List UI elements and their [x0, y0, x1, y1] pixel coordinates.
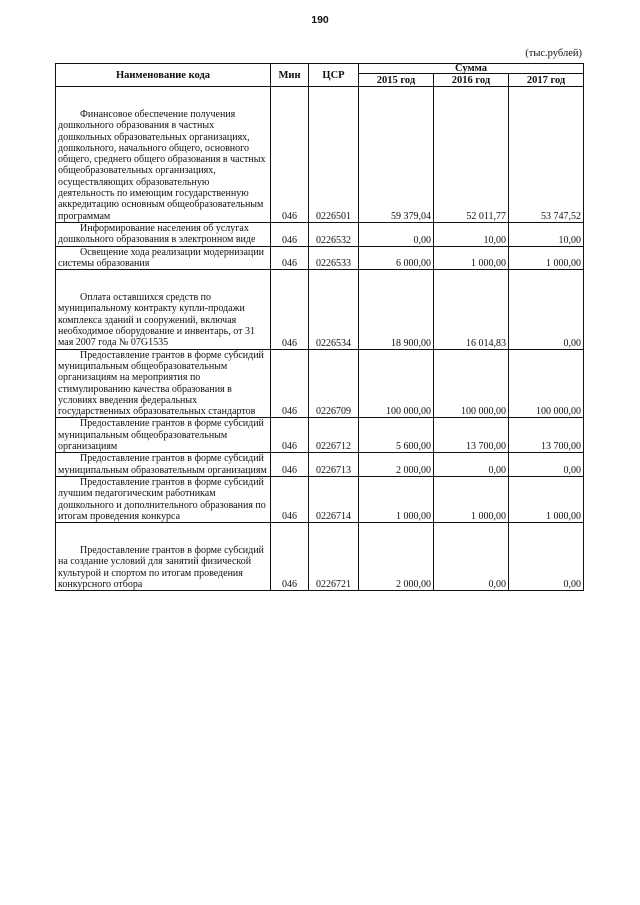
table-row: [56, 87, 584, 223]
row-2016: 1 000,00: [434, 476, 509, 522]
row-2017: 0,00: [509, 270, 584, 349]
row-name: Предоставление грантов в форме субсидий лучшим педагогическим работникам дошкольного и дополнительного образования по итогам проведения конкурса: [58, 476, 266, 522]
row-name: Информирование населения об услугах дошкольного образования в электронном виде: [58, 222, 256, 246]
row-min: 046: [271, 418, 309, 453]
row-csr: 0226714: [309, 476, 359, 522]
row-name: Предоставление грантов в форме субсидий муниципальным общеобразовательным организациям: [58, 418, 264, 453]
row-csr: 0226534: [309, 270, 359, 349]
row-min: 046: [271, 453, 309, 477]
header-sum: Сумма: [359, 64, 584, 74]
row-2015: 1 000,00: [359, 476, 434, 522]
table-row: [56, 222, 584, 246]
row-csr: 0226713: [309, 453, 359, 477]
row-2015: 18 900,00: [359, 270, 434, 349]
row-csr: 0226721: [309, 523, 359, 591]
row-csr: 0226533: [309, 246, 359, 270]
row-2016: 100 000,00: [434, 349, 509, 418]
row-2017: 0,00: [509, 453, 584, 477]
row-min: 046: [271, 87, 309, 223]
row-name: Финансовое обеспечение получения дошкольного образования в частных дошкольных образовательных организациях, дошкольного, начального общего, основного общего, среднего общего образования в частных общеобразовательных организациях, осуществляющих образовательную деятельность по имеющим государственную аккредитацию основным общеобразовательным программам: [58, 109, 266, 222]
table-row: [56, 349, 584, 418]
header-min: Мин: [271, 64, 309, 87]
row-2017: 53 747,52: [509, 87, 584, 223]
table-row: [56, 476, 584, 522]
header-csr: ЦСР: [309, 64, 359, 87]
row-2016: 1 000,00: [434, 246, 509, 270]
row-min: 046: [271, 523, 309, 591]
row-min: 046: [271, 349, 309, 418]
row-name: Освещение хода реализации модернизации системы образования: [58, 246, 264, 269]
row-2015: 6 000,00: [359, 246, 434, 270]
row-2017: 1 000,00: [509, 246, 584, 270]
row-name: Предоставление грантов в форме субсидий муниципальным образовательным организациям: [58, 453, 267, 476]
row-csr: 0226501: [309, 87, 359, 223]
row-2016: 0,00: [434, 523, 509, 591]
row-2016: 0,00: [434, 453, 509, 477]
row-name: Оплата оставшихся средств по муниципальному контракту купли-продажи комплекса зданий и сооружений, включая необходимое оборудование и инвентарь, от 31 мая 2007 года № 07G1535: [58, 292, 255, 349]
page-number: 190: [311, 14, 329, 26]
row-2015: 0,00: [359, 222, 434, 246]
table-row: [56, 270, 584, 349]
row-2016: 13 700,00: [434, 418, 509, 453]
header-2016: 2016 год: [434, 74, 509, 87]
row-csr: 0226532: [309, 222, 359, 246]
row-2016: 16 014,83: [434, 270, 509, 349]
row-min: 046: [271, 270, 309, 349]
units-label: (тыс.рублей): [525, 48, 582, 59]
row-2017: 13 700,00: [509, 418, 584, 453]
row-2015: 5 600,00: [359, 418, 434, 453]
table-row: [56, 523, 584, 591]
header-name: Наименование кода: [56, 64, 271, 87]
row-name: Предоставление грантов в форме субсидий на создание условий для занятий физической культурой и спортом по итогам проведения конкурсного отбора: [58, 545, 264, 590]
row-2017: 100 000,00: [509, 349, 584, 418]
row-2017: 10,00: [509, 222, 584, 246]
row-2016: 10,00: [434, 222, 509, 246]
header-2017: 2017 год: [509, 74, 584, 87]
row-2015: 100 000,00: [359, 349, 434, 418]
table-row: [56, 246, 584, 270]
row-2015: 2 000,00: [359, 523, 434, 591]
row-2017: 0,00: [509, 523, 584, 591]
table-row: [56, 453, 584, 477]
row-name: Предоставление грантов в форме субсидий муниципальным общеобразовательным организациям на мероприятия по стимулированию качества образования в условиях введения федеральных государственных образовательных стандартов: [58, 349, 264, 418]
row-2015: 59 379,04: [359, 87, 434, 223]
row-min: 046: [271, 246, 309, 270]
table-row: [56, 418, 584, 453]
row-csr: 0226712: [309, 418, 359, 453]
row-csr: 0226709: [309, 349, 359, 418]
row-2017: 1 000,00: [509, 476, 584, 522]
budget-table: [55, 63, 584, 591]
header-2015: 2015 год: [359, 74, 434, 87]
row-2015: 2 000,00: [359, 453, 434, 477]
row-min: 046: [271, 222, 309, 246]
row-min: 046: [271, 476, 309, 522]
row-2016: 52 011,77: [434, 87, 509, 223]
